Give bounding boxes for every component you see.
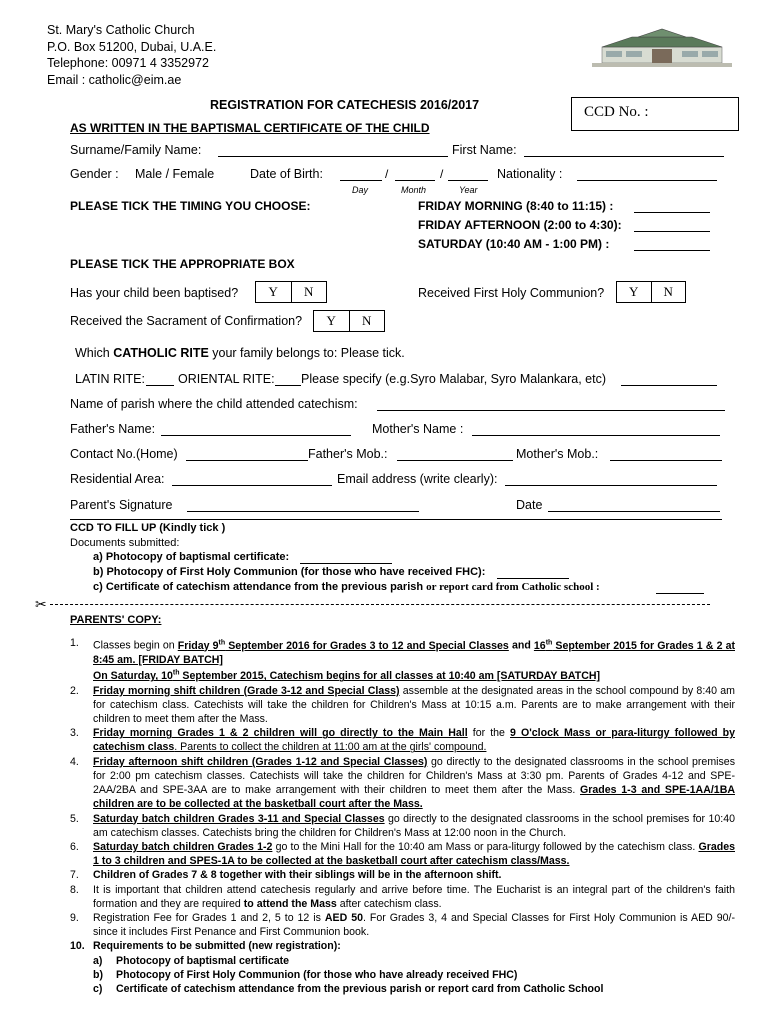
doc-fhc-field[interactable] bbox=[497, 567, 569, 579]
ccd-number-label: CCD No. : bbox=[584, 104, 649, 120]
dob-month-caption: Month bbox=[401, 185, 427, 195]
contact-home-label: Contact No.(Home) bbox=[70, 447, 178, 461]
mother-mob-field[interactable] bbox=[610, 449, 722, 461]
residential-label: Residential Area: bbox=[70, 472, 165, 486]
email-field[interactable] bbox=[505, 474, 717, 486]
dob-month-field[interactable] bbox=[395, 169, 435, 181]
email-label: Email address (write clearly): bbox=[337, 472, 498, 486]
timing-saturday-field[interactable] bbox=[634, 239, 710, 251]
parish-label: Name of parish where the child attended catechism: bbox=[70, 397, 358, 411]
contact-home-field[interactable] bbox=[186, 449, 308, 461]
dob-day-caption: Day bbox=[352, 185, 369, 195]
dob-year-caption: Year bbox=[459, 185, 478, 195]
confirmation-yn-box[interactable] bbox=[313, 310, 385, 332]
timing-friday-afternoon-field[interactable] bbox=[634, 220, 710, 232]
baptised-label: Has your child been baptised? bbox=[70, 286, 239, 300]
list-item: 2. Friday morning shift children (Grade 3-12 and Special Class) assemble at the designated areas in the school compound by 8:40 am for catechism class. Catechists will take the children for Children's Mass at 10:15 a.m. Parents are to make arrangement with their children to meet them after the Mass. bbox=[70, 684, 735, 726]
father-name-label: Father's Name: bbox=[70, 422, 156, 436]
list-item: 10. Requirements to be submitted (new registration): a) Photocopy of baptismal certificate b) Photocopy of First Holy Communion (for those who have already received FHC) c) Certificate of catechism attendance from the previous parish or report card from Catholic School bbox=[70, 940, 604, 995]
list-item: 3. Friday morning Grades 1 & 2 children will go directly to the Main Hall for the 9 O'clock Mass or para-liturgy followed by catechism class. Parents to collect the children at 11:00 am at the girls' compound. bbox=[70, 727, 736, 754]
dob-separator: / bbox=[440, 167, 444, 181]
please-specify-label: Please specify (e.g.Syro Malabar, Syro Malankara, etc) bbox=[301, 372, 606, 386]
mother-name-label: Mother's Name : bbox=[372, 422, 464, 436]
doc-baptismal-field[interactable] bbox=[300, 552, 392, 564]
signature-label: Parent's Signature bbox=[70, 498, 173, 512]
list-item: 5. Saturday batch children Grades 3-11 and Special Classes go directly to the designated classrooms in the school premises for 10:40 am catechism classes. Catechists bring the children for Children's Mass at 12:00 noon in the Church. bbox=[70, 812, 735, 839]
tick-box-prompt: PLEASE TICK THE APPROPRIATE BOX bbox=[70, 257, 295, 271]
gender-options[interactable]: Male / Female bbox=[135, 167, 215, 181]
doc-certificate: c) Certificate of catechism attendance from the previous parish or report card from Catholic school : bbox=[93, 581, 600, 593]
surname-label: Surname/Family Name: bbox=[70, 143, 202, 157]
divider bbox=[70, 519, 722, 520]
nationality-label: Nationality : bbox=[497, 167, 563, 181]
ccd-heading: CCD TO FILL UP (Kindly tick ) bbox=[70, 522, 226, 534]
residential-field[interactable] bbox=[172, 474, 332, 486]
date-label: Date bbox=[516, 498, 543, 512]
first-name-field[interactable] bbox=[524, 145, 724, 157]
oriental-rite-field[interactable] bbox=[275, 374, 301, 386]
form-title: REGISTRATION FOR CATECHESIS 2016/2017 bbox=[210, 98, 480, 112]
yes-option[interactable]: Y bbox=[314, 311, 350, 331]
list-item: 1. Classes begin on Friday 9th September 2016 for Grades 3 to 12 and Special Classes and 16th September 2015 for Grades 1 & 2 at 8:45 am. [FRIDAY BATCH] On Saturday, 10th September 2015, Catechism begins for all classes at 10:40 am [SATURDAY BATCH] bbox=[70, 637, 735, 683]
father-name-field[interactable] bbox=[161, 424, 351, 436]
telephone: Telephone: 00971 4 3352972 bbox=[47, 56, 209, 70]
scissors-icon: ✂ bbox=[35, 596, 47, 612]
list-item: 4. Friday afternoon shift children (Grades 1-12 and Special Classes) go directly to the designated classrooms in the school premises for 2:00 pm catechism classes. Catechists will take the children for Children's Mass at 3:30 pm. Parents of Grades 4-12 and SPE-2AA/2BA and SPE-3AA are to make arrangement with their children to meet them after the Mass. Grades 1-3 and SPE-1AA/1BA children are to be collected at the basketball court after the Mass. bbox=[70, 755, 735, 811]
dob-year-field[interactable] bbox=[448, 169, 488, 181]
please-specify-field[interactable] bbox=[621, 374, 717, 386]
gender-label: Gender : bbox=[70, 167, 119, 181]
signature-field[interactable] bbox=[187, 500, 419, 512]
doc-certificate-field[interactable] bbox=[656, 582, 704, 594]
ccd-number-box[interactable] bbox=[571, 97, 739, 131]
mother-mob-label: Mother's Mob.: bbox=[516, 447, 599, 461]
latin-rite-label: LATIN RITE: bbox=[75, 372, 145, 386]
dob-separator: / bbox=[385, 167, 389, 181]
parents-copy-notes bbox=[70, 636, 735, 996]
no-option[interactable]: N bbox=[362, 313, 372, 328]
list-item: 7. Children of Grades 7 & 8 together with their siblings will be in the afternoon shift. bbox=[70, 869, 502, 882]
cut-line bbox=[50, 604, 710, 605]
no-option[interactable]: N bbox=[663, 284, 673, 299]
list-item: 6. Saturday batch children Grades 1-2 go to the Mini Hall for the 10:40 am Mass or para-liturgy followed by the catechism class. Grades 1 to 3 children and SPES-1A to be collected at the basketball court after catechism class/Mass. bbox=[70, 840, 735, 868]
yes-option[interactable]: Y bbox=[617, 282, 652, 302]
latin-rite-field[interactable] bbox=[146, 374, 174, 386]
yes-option[interactable]: Y bbox=[256, 282, 292, 302]
church-building-icon bbox=[592, 25, 732, 67]
parish-field[interactable] bbox=[377, 399, 725, 411]
mother-name-field[interactable] bbox=[472, 424, 720, 436]
father-mob-label: Father's Mob.: bbox=[308, 447, 388, 461]
dob-day-field[interactable] bbox=[340, 169, 382, 181]
parents-copy-heading: PARENTS' COPY: bbox=[70, 614, 162, 626]
timing-friday-afternoon: FRIDAY AFTERNOON (2:00 to 4:30): bbox=[418, 218, 622, 232]
nationality-field[interactable] bbox=[577, 169, 717, 181]
surname-field[interactable] bbox=[218, 145, 448, 157]
timing-friday-morning-field[interactable] bbox=[634, 201, 710, 213]
no-option[interactable]: N bbox=[304, 284, 314, 299]
email-contact: Email : catholic@eim.ae bbox=[47, 72, 182, 87]
baptised-yn-box[interactable] bbox=[255, 281, 327, 303]
doc-baptismal: a) Photocopy of baptismal certificate: bbox=[93, 551, 290, 563]
timing-friday-morning: FRIDAY MORNING (8:40 to 11:15) : bbox=[418, 199, 614, 213]
oriental-rite-label: ORIENTAL RITE: bbox=[178, 372, 275, 386]
list-item: 9. Registration Fee for Grades 1 and 2, 5 to 12 is AED 50. For Grades 3, 4 and Special Classes for First Holy Communion is AED 90/- since it includes First Penance and First Communion book. bbox=[70, 911, 736, 939]
confirmation-label: Received the Sacrament of Confirmation? bbox=[70, 314, 303, 328]
form-subtitle: AS WRITTEN IN THE BAPTISMAL CERTIFICATE OF THE CHILD bbox=[70, 121, 430, 135]
list-item: 8. It is important that children attend catechesis regularly and arrive before time. The Eucharist is an integral part of the children's faith formation and they are required to attend the Mass after catechism class. bbox=[70, 883, 735, 910]
documents-label: Documents submitted: bbox=[70, 537, 180, 549]
po-box: P.O. Box 51200, Dubai, U.A.E. bbox=[47, 39, 217, 54]
first-name-label: First Name: bbox=[452, 143, 517, 157]
fhc-yn-box[interactable] bbox=[616, 281, 686, 303]
church-name: St. Mary's Catholic Church bbox=[47, 23, 195, 37]
timing-saturday: SATURDAY (10:40 AM - 1:00 PM) : bbox=[418, 237, 610, 251]
dob-label: Date of Birth: bbox=[250, 167, 323, 181]
timing-prompt: PLEASE TICK THE TIMING YOU CHOOSE: bbox=[70, 199, 311, 213]
doc-fhc: b) Photocopy of First Holy Communion (for those who have received FHC): bbox=[93, 566, 486, 578]
date-field[interactable] bbox=[548, 500, 720, 512]
rite-question: Which CATHOLIC RITE your family belongs to: Please tick. bbox=[75, 346, 405, 360]
father-mob-field[interactable] bbox=[397, 449, 513, 461]
church-address-block bbox=[47, 22, 216, 88]
fhc-label: Received First Holy Communion? bbox=[418, 286, 605, 300]
